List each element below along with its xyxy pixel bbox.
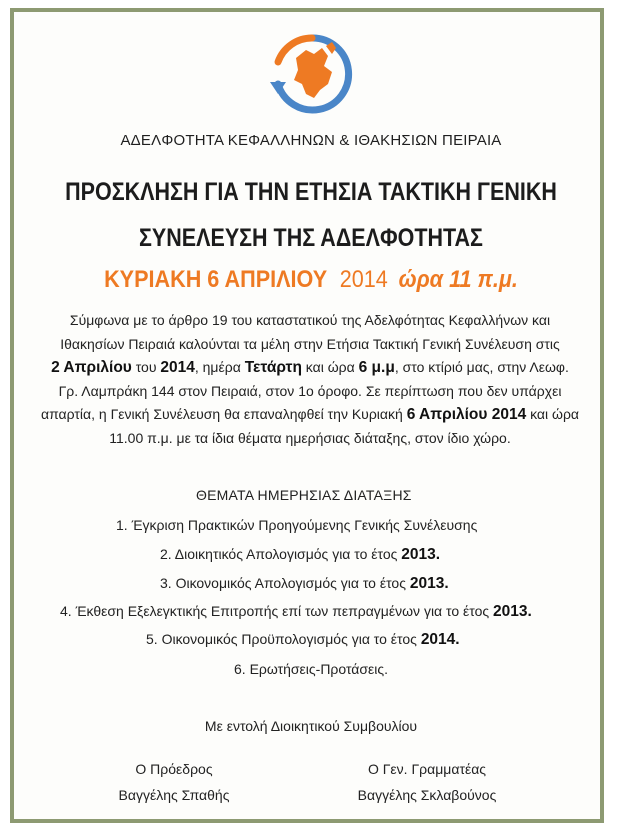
island-map-circular-arrow-logo-icon bbox=[266, 32, 358, 114]
agenda-heading: ΘΕΜΑΤΑ ΗΜΕΡΗΣΙΑΣ ΔΙΑΤΑΞΗΣ bbox=[196, 487, 412, 503]
invitation-title-line-1: ΠΡΟΣΚΛΗΣΗ ΓΙΑ ΤΗΝ ΕΤΗΣΙΑ ΤΑΚΤΙΚΗ ΓΕΝΙΚΗ bbox=[65, 178, 557, 206]
president-title: Ο Πρόεδρος bbox=[135, 761, 213, 777]
meeting-year: 2014 bbox=[339, 266, 388, 293]
body-line: 11.00 π.μ. με τα ίδια θέματα ημερήσιας διάταξης, στον ίδιο χώρο. bbox=[109, 429, 511, 446]
body-line: απαρτία, η Γενική Συνέλευση θα επαναληφθεί την Κυριακή 6 Απριλίου 2014 και ώρα bbox=[40, 406, 580, 423]
agenda-item-2: 2. Διοικητικός Απολογισμός για το έτος 2013. bbox=[160, 546, 441, 563]
first-weekday: Τετάρτη bbox=[244, 359, 302, 376]
body-line: Ιθακησίων Πειραιά καλούνται τα μέλη στην Ετήσια Τακτική Γενική Συνέλευση στις bbox=[60, 335, 560, 352]
body-line: Γρ. Λαμπράκη 144 στον Πειραιά, στον 1ο όροφο. Σε περίπτωση που δεν υπάρχει bbox=[58, 382, 562, 399]
body-line: 2 Απριλίου του 2014, ημέρα Τετάρτη και ώρα 6 μ.μ, στο κτίριό μας, στην Λεωφ. bbox=[51, 359, 569, 376]
secretary-signature bbox=[327, 756, 527, 808]
meeting-day: ΚΥΡΙΑΚΗ 6 ΑΠΡΙΛΙΟΥ bbox=[104, 266, 328, 293]
meeting-date-line bbox=[31, 266, 591, 294]
agenda-item-5: 5. Οικονομικός Προϋπολογισμός για το έτος 2014. bbox=[146, 631, 460, 648]
first-time: 6 μ.μ bbox=[358, 359, 395, 376]
agenda-item-6: 6. Ερωτήσεις-Προτάσεις. bbox=[234, 661, 389, 677]
second-date: 6 Απριλίου 2014 bbox=[406, 406, 527, 423]
agenda-item-1: 1. Έγκριση Πρακτικών Προηγούμενης Γενικής Συνέλευσης bbox=[116, 517, 478, 533]
invitation-body bbox=[40, 309, 580, 450]
first-year: 2014 bbox=[160, 359, 195, 376]
secretary-title: Ο Γεν. Γραμματέας bbox=[367, 761, 487, 777]
organization-name: ΑΔΕΛΦΟΤΗΤΑ ΚΕΦΑΛΛΗΝΩΝ & ΙΘΑΚΗΣΙΩΝ ΠΕΙΡΑΙΑ bbox=[120, 132, 502, 149]
board-order-note: Με εντολή Διοικητικού Συμβουλίου bbox=[204, 718, 418, 734]
president-signature bbox=[74, 756, 274, 808]
agenda-item-4: 4. Έκθεση Εξελεγκτικής Επιτροπής επί των πεπραγμένων για το έτος 2013. bbox=[60, 603, 532, 620]
first-date: 2 Απριλίου bbox=[51, 359, 132, 376]
invitation-title-line-2: ΣΥΝΕΛΕΥΣΗ ΤΗΣ ΑΔΕΛΦΟΤΗΤΑΣ bbox=[139, 224, 483, 252]
meeting-time: ώρα 11 π.μ. bbox=[398, 266, 518, 293]
secretary-name: Βαγγέλης Σκλαβούνος bbox=[357, 787, 497, 803]
body-line: Σύμφωνα με το άρθρο 19 του καταστατικού της Αδελφότητας Κεφαλλήνων και bbox=[69, 312, 551, 328]
president-name: Βαγγέλης Σπαθής bbox=[118, 787, 230, 803]
agenda-item-3: 3. Οικονομικός Απολογισμός για το έτος 2013. bbox=[160, 575, 449, 592]
